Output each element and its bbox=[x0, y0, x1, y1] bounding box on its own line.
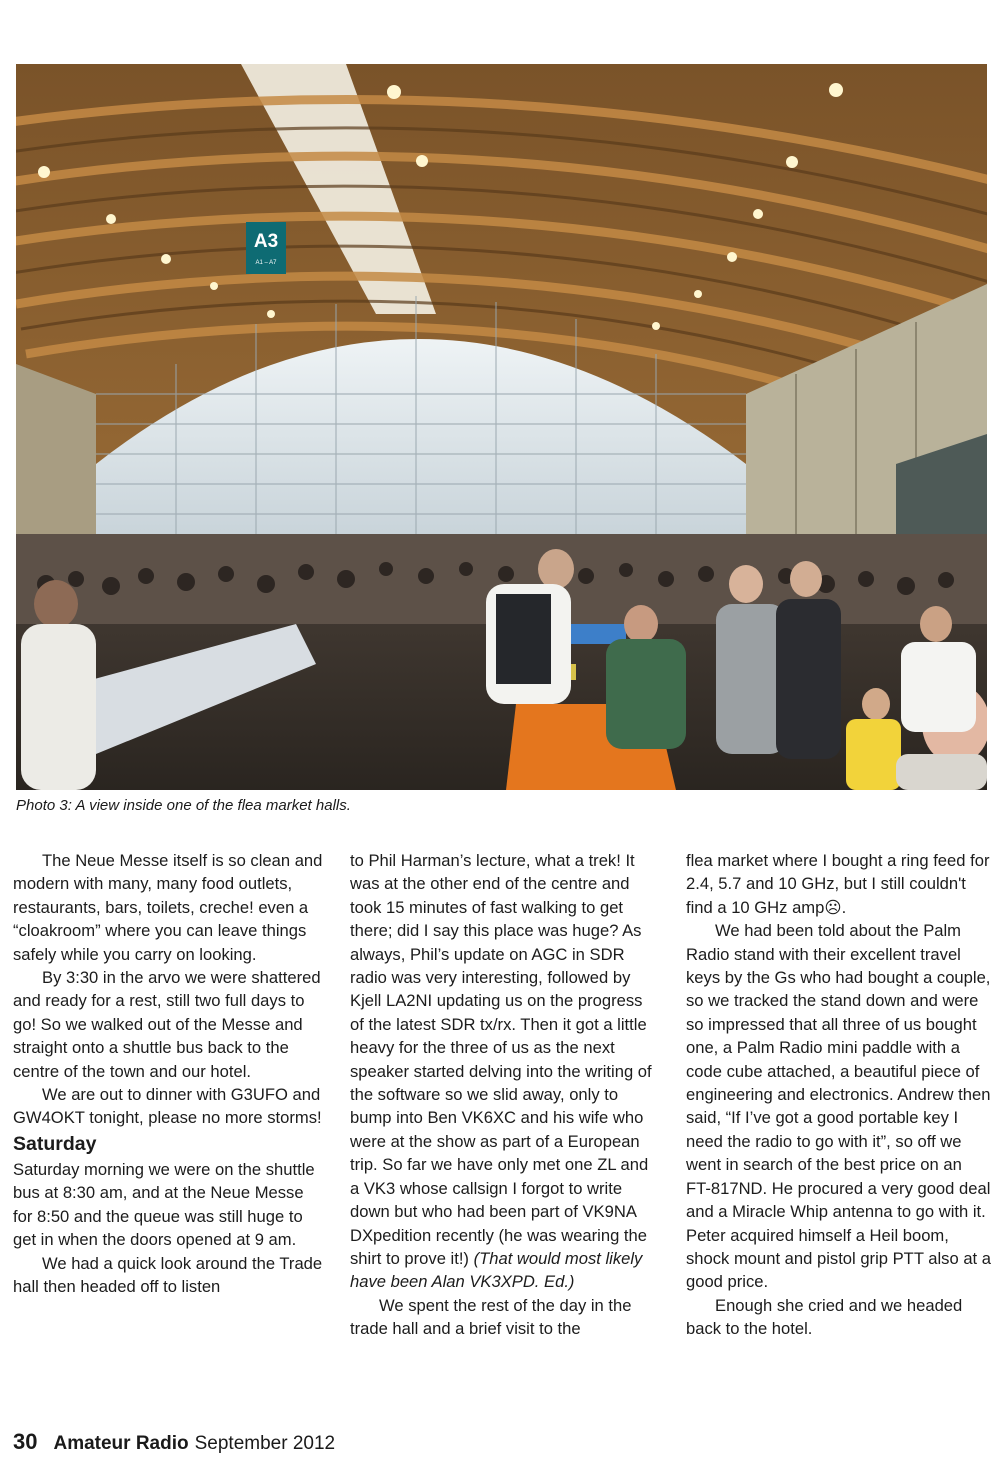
page-footer bbox=[13, 1428, 335, 1456]
editor-note: (That would most likely have been Alan VK3XPD. Ed.) bbox=[350, 1248, 643, 1292]
paragraph-palm-radio: We had been told about the Palm Radio stand with their excellent travel keys by the Gs who had bought a couple, so we tracked the stand down and were so impressed that all three of us bought one, a Palm Radio mini paddle with a code cube attached, a beautiful piece of engineering and electronics. Andrew then said, “If I’ve got a good portable key I need the radio to go with it”, so off we went in search of the best price on an FT-817ND. He procured a very good deal and a Miracle Whip antenna to go with it. Peter acquired himself a Heil boom, shock mount and pistol grip PTT also at a good price. bbox=[686, 921, 991, 1292]
hall-photo-illustration bbox=[16, 64, 987, 790]
paragraph-enough: Enough she cried and we headed back to the hotel. bbox=[686, 1295, 963, 1339]
paragraph-flea-market: flea market where I bought a ring feed for 2.4, 5.7 and 10 GHz, but I still couldn't find a 10 GHz amp☹. bbox=[686, 851, 990, 917]
hall-sign-label: A3 bbox=[253, 231, 279, 252]
paragraph-trade-hall: We had a quick look around the Trade hall then headed off to listen bbox=[13, 1253, 323, 1296]
paragraph-rest-of-day: We spent the rest of the day in the trade hall and a brief visit to the bbox=[350, 1295, 632, 1339]
paragraph-saturday-morning: Saturday morning we were on the shuttle bus at 8:30 am, and at the Neue Messe for 8:50 and the queue was still huge to get in when the doors opened at 9 am. bbox=[13, 1159, 315, 1250]
flea-market-hall-photo bbox=[16, 64, 987, 790]
photo-caption: Photo 3: A view inside one of the flea market halls. bbox=[16, 797, 351, 814]
article-column-1 bbox=[13, 849, 325, 1298]
page-number: 30 bbox=[13, 1429, 38, 1454]
article-column-3 bbox=[686, 849, 991, 1341]
magazine-title: Amateur Radio bbox=[53, 1433, 189, 1454]
article-column-2 bbox=[350, 849, 655, 1341]
section-heading-saturday: Saturday bbox=[13, 1132, 97, 1155]
hall-sign-sublabel: A1 – A7 bbox=[255, 260, 277, 266]
paragraph-neue-messe: The Neue Messe itself is so clean and modern with many, many food outlets, restaurants, bars, toilets, creche! even a “cloakroom” where you can leave things safely while you carry on looking. bbox=[13, 851, 323, 964]
paragraph-dinner: We are out to dinner with G3UFO and GW4OKT tonight, please no more storms! bbox=[13, 1085, 322, 1128]
issue-date: September 2012 bbox=[194, 1433, 336, 1454]
paragraph-lecture-text: to Phil Harman’s lecture, what a trek! It was at the other end of the centre and took 15 minutes of fast walking to get there; did I say this place was huge? As always, Phil’s update on AGC in SDR radio was very interesting, followed by Kjell LA2NI updating us on the progress of the latest SDR tx/rx. Then it got a little heavy for the three of us as the next speaker started delving into the writing of the software so we slid away, only to bump into Ben VK6XC and his wife who were at the show as part of a European trip. So far we have only met one ZL and a VK3 whose callsign I forgot to write down but who had been part of VK9NA DXpedition recently (he was wearing the shirt to prove it!) bbox=[350, 851, 652, 1268]
paragraph-arvo: By 3:30 in the arvo we were shattered and ready for a rest, still two full days to go! So we walked out of the Messe and straight onto a shuttle bus back to the centre of the town and our hotel. bbox=[13, 968, 321, 1081]
paragraph-lecture bbox=[350, 849, 655, 1294]
